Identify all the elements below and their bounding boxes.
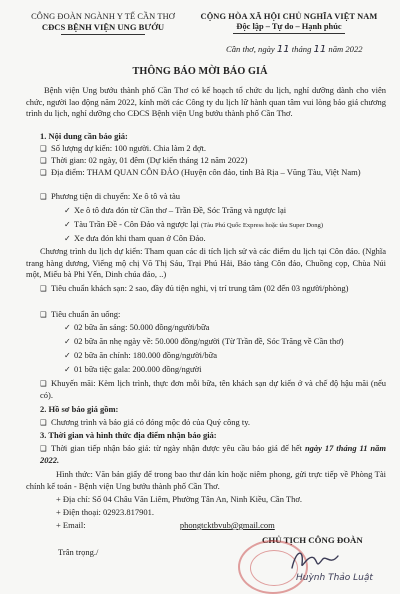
org-line-2: CĐCS BỆNH VIỆN UNG BƯỚU bbox=[41, 22, 165, 32]
nation-underline bbox=[233, 33, 345, 34]
signer-name: Huỳnh Thảo Luật bbox=[296, 573, 373, 583]
meal-item: ✓ 02 bữa ăn sáng: 50.000 đồng/người/bữa bbox=[64, 322, 210, 332]
checkbox-bullet-icon: ❑ bbox=[40, 310, 47, 319]
submission-form-paragraph: Hình thức: Văn bản giấy để trong bao thư dán kín hoặc niêm phong, gửi trực tiếp về Phòng Tài chính kế toán - Bệnh viện Ung bướu thành phố Cần Thơ. bbox=[26, 469, 386, 491]
signature-title: CHỦ TỊCH CÔNG ĐOÀN bbox=[262, 535, 363, 545]
transport-item: ✓ Xe đưa đón khi tham quan ở Côn Đảo. bbox=[64, 233, 206, 243]
checkbox-bullet-icon: ❑ bbox=[40, 284, 47, 293]
list-item: ❑ Chương trình và báo giá có đóng mộc đỏ của Quý công ty. bbox=[40, 417, 251, 427]
checkbox-bullet-icon: ❑ bbox=[40, 144, 47, 153]
list-item: ❑ Phương tiện di chuyển: Xe ô tô và tàu bbox=[40, 191, 181, 201]
handwritten-signature-image bbox=[286, 546, 346, 574]
email-link[interactable]: phongtcktbvub@gmail.com bbox=[179, 520, 275, 530]
nation-header bbox=[184, 12, 394, 34]
phone-line: + Điện thoại: 02923.817901. bbox=[56, 507, 155, 517]
org-line-1: CÔNG ĐOÀN NGÀNH Y TẾ CẦN THƠ bbox=[31, 12, 175, 21]
closing-text: Trân trọng./ bbox=[58, 547, 99, 557]
checkmark-icon: ✓ bbox=[64, 220, 71, 229]
date-month-handwritten: 11 bbox=[313, 44, 327, 55]
checkbox-bullet-icon: ❑ bbox=[40, 156, 47, 165]
section-3-heading: 3. Thời gian và hình thức địa điểm nhận báo giá: bbox=[40, 430, 217, 440]
checkmark-icon: ✓ bbox=[64, 365, 71, 374]
checkmark-icon: ✓ bbox=[64, 351, 71, 360]
email-line: + Email: phongtcktbvub@gmail.com bbox=[56, 520, 275, 530]
program-paragraph: Chương trình du lịch dự kiến: Tham quan các di tích lịch sử và các điểm du lịch tại Côn đảo. (Nghĩa trang hàng dương, Viếng mộ chị Võ Thị Sáu, Trại Phú Hải, Bảo tàng Côn đảo, Chuồng cọp, Chùa Núi một, Miếu bà Phi Yến, Dinh chúa đảo, ..) bbox=[26, 246, 386, 280]
organization-header bbox=[14, 12, 192, 35]
list-item: ❑ Thời gian: 02 ngày, 01 đêm (Dự kiến tháng 12 năm 2022) bbox=[40, 155, 248, 165]
checkmark-icon: ✓ bbox=[64, 206, 71, 215]
promotion-item: ❑ Khuyến mãi: Kèm lịch trình, thực đơn mỗi bữa, tên khách sạn dự kiến ở và chế độ hậu mãi (nếu có). bbox=[40, 378, 386, 400]
deadline-item: ❑ Thời gian tiếp nhận báo giá: từ ngày nhận được yêu cầu báo giá đế hết ngày 17 tháng 11 năm 2022. bbox=[40, 443, 387, 465]
checkmark-icon: ✓ bbox=[64, 323, 71, 332]
list-item: ❑ Số lượng dự kiến: 100 người. Chia làm 2 đợt. bbox=[40, 143, 207, 153]
checkbox-bullet-icon: ❑ bbox=[40, 168, 47, 177]
document-title: THÔNG BÁO MỜI BÁO GIÁ bbox=[132, 66, 268, 77]
checkbox-bullet-icon: ❑ bbox=[40, 379, 47, 388]
meal-item: ✓ 02 bữa ăn chính: 180.000 đồng/người/bữa bbox=[64, 350, 217, 360]
document-date: Cần thơ, ngày 11 tháng 11 năm 2022 bbox=[226, 44, 363, 55]
intro-paragraph: Bệnh viện Ung bướu thành phố Cần Thơ có kế hoạch tổ chức du lịch, nghỉ dưỡng dành cho viên chức, người lao động năm 2022, kính mời các Công ty du lịch lữ hành quan tâm vui lòng báo giá chương trình du lịch, nghỉ dưỡng cho CĐCS Bệnh viện Ung bướu thành phố Cần Thơ. bbox=[26, 85, 386, 119]
meal-item: ✓ 01 bữa tiệc gala: 200.000 đồng/người bbox=[64, 364, 202, 374]
checkbox-bullet-icon: ❑ bbox=[40, 418, 47, 427]
list-item: ❑ Địa điểm: THAM QUAN CÔN ĐẢO (Huyện côn đảo, tỉnh Bà Rịa – Vũng Tàu, Việt Nam) bbox=[40, 167, 361, 177]
ferry-note: (Tàu Phú Quốc Express hoặc tàu Super Dong) bbox=[200, 222, 324, 229]
checkmark-icon: ✓ bbox=[64, 337, 71, 346]
section-2-heading: 2. Hồ sơ báo giá gồm: bbox=[40, 404, 119, 414]
transport-item: ✓ Xe ô tô đưa đón từ Cần thơ – Trần Đề, Sóc Trăng và ngược lại bbox=[64, 205, 287, 215]
nation-line-2: Độc lập – Tự do – Hạnh phúc bbox=[236, 22, 342, 31]
date-day-handwritten: 11 bbox=[276, 44, 290, 55]
nation-line-1: CỘNG HÒA XÃ HỘI CHỦ NGHĨA VIỆT NAM bbox=[200, 12, 378, 21]
hotel-item: ❑ Tiêu chuẩn khách sạn: 2 sao, đầy đủ tiện nghi, vị trí trung tâm (02 đến 03 người/phòng) bbox=[40, 283, 349, 293]
transport-item: ✓ Tàu Trần Đề - Côn Đảo và ngược lại (Tàu Phú Quốc Express hoặc tàu Super Dong) bbox=[64, 219, 324, 229]
section-1-heading: 1. Nội dung cần báo giá: bbox=[40, 131, 128, 141]
checkmark-icon: ✓ bbox=[64, 234, 71, 243]
checkbox-bullet-icon: ❑ bbox=[40, 192, 47, 201]
checkbox-bullet-icon: ❑ bbox=[40, 444, 47, 453]
meals-heading: ❑ Tiêu chuẩn ăn uống: bbox=[40, 309, 121, 319]
org-underline bbox=[61, 34, 145, 35]
meal-item: ✓ 02 bữa ăn nhẹ ngày về: 50.000 đồng/người (Từ Trần đề, Sóc Trăng về Cần thơ) bbox=[64, 336, 344, 346]
address-line: + Địa chỉ: Số 04 Châu Văn Liêm, Phường Tân An, Ninh Kiều, Cần Thơ. bbox=[56, 494, 302, 504]
deadline-date: ngày 17 tháng 11 năm 2022. bbox=[40, 443, 387, 465]
